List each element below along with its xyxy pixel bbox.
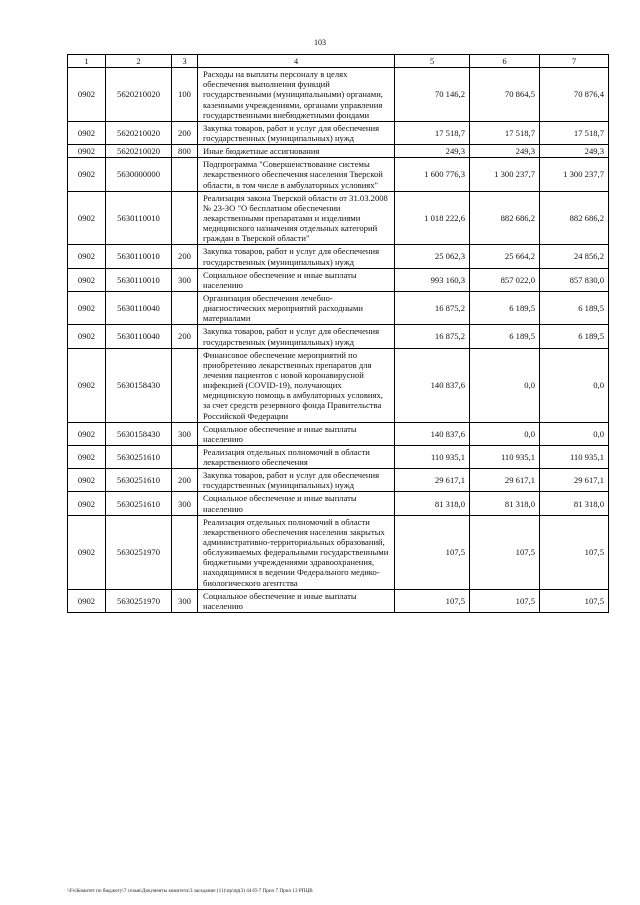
amount-cell: 140 837,6 xyxy=(395,422,470,445)
description-cell: Закупка товаров, работ и услуг для обеспечения государственных (муниципальных) нужд xyxy=(198,325,395,348)
amount-cell: 249,3 xyxy=(470,145,540,158)
footer-file-path: \\Fs\Комитет по бюджету\7 созыв\Документы комитета\3 заседание (11)\пр\пр(3) 44-П-7 Прил 7 Прил 13 РПЦВ xyxy=(67,888,313,894)
amount-cell: 107,5 xyxy=(540,515,609,589)
description-cell: Реализация закона Тверской области от 31.03.2008 № 23-ЗО "О бесплатном обеспечении лекарственными препаратами и изделиями медицинского назначения отдельных категорий граждан в Тверской области" xyxy=(198,191,395,245)
section-code-cell: 0902 xyxy=(68,291,106,324)
table-row xyxy=(68,145,609,158)
description-cell: Организация обеспечения лечебно-диагностических мероприятий расходными материалами xyxy=(198,291,395,324)
expense-type-cell: 200 xyxy=(172,469,198,492)
amount-cell: 0,0 xyxy=(470,348,540,422)
amount-cell: 6 189,5 xyxy=(470,325,540,348)
amount-cell: 107,5 xyxy=(395,515,470,589)
expense-type-cell xyxy=(172,291,198,324)
amount-cell: 107,5 xyxy=(395,589,470,612)
section-code-cell: 0902 xyxy=(68,348,106,422)
section-code-cell: 0902 xyxy=(68,469,106,492)
description-cell: Социальное обеспечение и иные выплаты населению xyxy=(198,589,395,612)
target-article-cell: 5630251970 xyxy=(106,515,172,589)
section-code-cell: 0902 xyxy=(68,68,106,122)
description-cell: Закупка товаров, работ и услуг для обеспечения государственных (муниципальных) нужд xyxy=(198,469,395,492)
target-article-cell: 5630158430 xyxy=(106,422,172,445)
amount-cell: 17 518,7 xyxy=(395,121,470,144)
expense-type-cell: 300 xyxy=(172,492,198,515)
amount-cell: 17 518,7 xyxy=(470,121,540,144)
target-article-cell: 5630110010 xyxy=(106,268,172,291)
amount-cell: 29 617,1 xyxy=(540,469,609,492)
expense-type-cell: 300 xyxy=(172,422,198,445)
description-cell: Социальное обеспечение и иные выплаты населению xyxy=(198,422,395,445)
amount-cell: 857 830,0 xyxy=(540,268,609,291)
expense-type-cell xyxy=(172,191,198,245)
amount-cell: 17 518,7 xyxy=(540,121,609,144)
expense-type-cell: 200 xyxy=(172,121,198,144)
section-code-cell: 0902 xyxy=(68,445,106,468)
amount-cell: 107,5 xyxy=(470,589,540,612)
target-article-cell: 5630251610 xyxy=(106,469,172,492)
expense-type-cell xyxy=(172,445,198,468)
description-cell: Иные бюджетные ассигнования xyxy=(198,145,395,158)
amount-cell: 81 318,0 xyxy=(395,492,470,515)
amount-cell: 6 189,5 xyxy=(470,291,540,324)
target-article-cell: 5630251610 xyxy=(106,445,172,468)
amount-cell: 81 318,0 xyxy=(470,492,540,515)
amount-cell: 140 837,6 xyxy=(395,348,470,422)
table-row xyxy=(68,469,609,492)
amount-cell: 6 189,5 xyxy=(540,325,609,348)
table-row xyxy=(68,191,609,245)
table-row xyxy=(68,422,609,445)
section-code-cell: 0902 xyxy=(68,245,106,268)
amount-cell: 1 600 776,3 xyxy=(395,158,470,191)
amount-cell: 993 160,3 xyxy=(395,268,470,291)
budget-table xyxy=(67,54,609,613)
description-cell: Социальное обеспечение и иные выплаты населению xyxy=(198,268,395,291)
table-row xyxy=(68,291,609,324)
amount-cell: 1 300 237,7 xyxy=(540,158,609,191)
target-article-cell: 5620210020 xyxy=(106,145,172,158)
table-row xyxy=(68,348,609,422)
section-code-cell: 0902 xyxy=(68,158,106,191)
table-row xyxy=(68,325,609,348)
amount-cell: 249,3 xyxy=(395,145,470,158)
table-row xyxy=(68,68,609,122)
expense-type-cell: 100 xyxy=(172,68,198,122)
table-row xyxy=(68,445,609,468)
column-header: 5 xyxy=(395,55,470,68)
description-cell: Реализация отдельных полномочий в области лекарственного обеспечения xyxy=(198,445,395,468)
amount-cell: 0,0 xyxy=(540,422,609,445)
table-row xyxy=(68,589,609,612)
table-row xyxy=(68,121,609,144)
target-article-cell: 5630158430 xyxy=(106,348,172,422)
amount-cell: 70 146,2 xyxy=(395,68,470,122)
amount-cell: 857 022,0 xyxy=(470,268,540,291)
section-code-cell: 0902 xyxy=(68,422,106,445)
target-article-cell: 5620210020 xyxy=(106,68,172,122)
amount-cell: 70 864,5 xyxy=(470,68,540,122)
column-header: 3 xyxy=(172,55,198,68)
amount-cell: 16 875,2 xyxy=(395,291,470,324)
amount-cell: 249,3 xyxy=(540,145,609,158)
amount-cell: 882 686,2 xyxy=(470,191,540,245)
amount-cell: 25 062,3 xyxy=(395,245,470,268)
section-code-cell: 0902 xyxy=(68,191,106,245)
section-code-cell: 0902 xyxy=(68,515,106,589)
target-article-cell: 5630000000 xyxy=(106,158,172,191)
table-row xyxy=(68,515,609,589)
description-cell: Финансовое обеспечение мероприятий по приобретению лекарственных препаратов для лечения пациентов с новой коронавирусной инфекцией (COVID-19), получающих медицинскую помощь в амбулаторных условиях, за счет средств резервного фонда Правительства Российской Федерации xyxy=(198,348,395,422)
amount-cell: 24 856,2 xyxy=(540,245,609,268)
description-cell: Расходы на выплаты персоналу в целях обеспечения выполнения функций государственными (муниципальными) органами, казенными учреждениями, органами управления государственными внебюджетными фондами xyxy=(198,68,395,122)
description-cell: Закупка товаров, работ и услуг для обеспечения государственных (муниципальных) нужд xyxy=(198,121,395,144)
section-code-cell: 0902 xyxy=(68,492,106,515)
column-header: 2 xyxy=(106,55,172,68)
table-row xyxy=(68,268,609,291)
target-article-cell: 5630110040 xyxy=(106,291,172,324)
target-article-cell: 5620210020 xyxy=(106,121,172,144)
amount-cell: 29 617,1 xyxy=(470,469,540,492)
expense-type-cell: 200 xyxy=(172,245,198,268)
page-number: 103 xyxy=(314,38,326,47)
amount-cell: 107,5 xyxy=(470,515,540,589)
column-header: 7 xyxy=(540,55,609,68)
amount-cell: 110 935,1 xyxy=(395,445,470,468)
expense-type-cell xyxy=(172,515,198,589)
section-code-cell: 0902 xyxy=(68,121,106,144)
table-row xyxy=(68,245,609,268)
section-code-cell: 0902 xyxy=(68,589,106,612)
amount-cell: 882 686,2 xyxy=(540,191,609,245)
amount-cell: 29 617,1 xyxy=(395,469,470,492)
target-article-cell: 5630110010 xyxy=(106,191,172,245)
target-article-cell: 5630110010 xyxy=(106,245,172,268)
description-cell: Закупка товаров, работ и услуг для обеспечения государственных (муниципальных) нужд xyxy=(198,245,395,268)
amount-cell: 0,0 xyxy=(470,422,540,445)
expense-type-cell xyxy=(172,348,198,422)
table-row xyxy=(68,158,609,191)
amount-cell: 110 935,1 xyxy=(470,445,540,468)
target-article-cell: 5630110040 xyxy=(106,325,172,348)
amount-cell: 110 935,1 xyxy=(540,445,609,468)
section-code-cell: 0902 xyxy=(68,325,106,348)
section-code-cell: 0902 xyxy=(68,268,106,291)
table-row xyxy=(68,492,609,515)
column-header: 4 xyxy=(198,55,395,68)
column-header: 6 xyxy=(470,55,540,68)
table-header-row xyxy=(68,55,609,68)
expense-type-cell: 300 xyxy=(172,589,198,612)
amount-cell: 107,5 xyxy=(540,589,609,612)
target-article-cell: 5630251970 xyxy=(106,589,172,612)
section-code-cell: 0902 xyxy=(68,145,106,158)
amount-cell: 16 875,2 xyxy=(395,325,470,348)
amount-cell: 70 876,4 xyxy=(540,68,609,122)
amount-cell: 0,0 xyxy=(540,348,609,422)
amount-cell: 81 318,0 xyxy=(540,492,609,515)
expense-type-cell: 300 xyxy=(172,268,198,291)
amount-cell: 6 189,5 xyxy=(540,291,609,324)
expense-type-cell: 200 xyxy=(172,325,198,348)
amount-cell: 1 018 222,6 xyxy=(395,191,470,245)
target-article-cell: 5630251610 xyxy=(106,492,172,515)
amount-cell: 25 664,2 xyxy=(470,245,540,268)
expense-type-cell: 800 xyxy=(172,145,198,158)
expense-type-cell xyxy=(172,158,198,191)
description-cell: Подпрограмма "Совершенствование системы лекарственного обеспечения населения Тверской области, в том числе в амбулаторных условиях" xyxy=(198,158,395,191)
amount-cell: 1 300 237,7 xyxy=(470,158,540,191)
column-header: 1 xyxy=(68,55,106,68)
description-cell: Социальное обеспечение и иные выплаты населению xyxy=(198,492,395,515)
description-cell: Реализация отдельных полномочий в области лекарственного обеспечения населения закрытых административно-территориальных образований, обслуживаемых федеральными государственными бюджетными учреждениями здравоохранения, находящимися в ведении Федерального медико-биологического агентства xyxy=(198,515,395,589)
